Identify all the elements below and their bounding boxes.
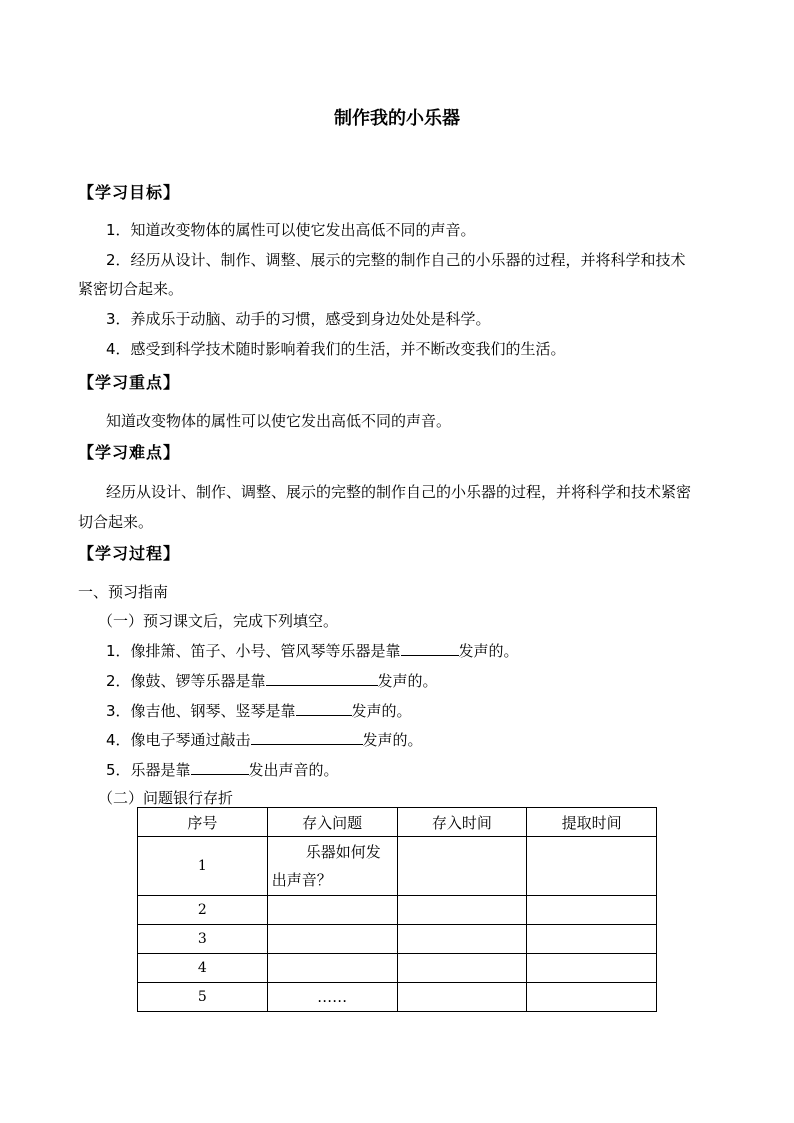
deposit-time-cell[interactable] (397, 954, 527, 983)
goal-item-4: 4．感受到科学技术随时影响着我们的生活，并不断改变我们的生活。 (106, 340, 566, 358)
fill-item-5-after: 发出声音的。 (248, 761, 339, 779)
deposit-time-cell[interactable] (397, 837, 527, 896)
withdraw-time-cell[interactable] (527, 983, 657, 1012)
table-row (138, 837, 657, 896)
deposit-time-cell[interactable] (397, 925, 527, 954)
fill-item-1 (106, 640, 519, 661)
process-heading: 【学习过程】 (78, 544, 181, 563)
withdraw-time-cell[interactable] (527, 837, 657, 896)
deposit-time-cell[interactable] (397, 896, 527, 925)
fill-item-1-before: 1．像排箫、笛子、小号、管风琴等乐器是靠 (106, 642, 401, 660)
row-number: 2 (138, 896, 268, 925)
row-number: 3 (138, 925, 268, 954)
fill-item-3-after: 发声的。 (351, 702, 412, 720)
difficulties-text-line2: 切合起来。 (78, 513, 154, 531)
table-row (138, 896, 657, 925)
row-number: 5 (138, 983, 268, 1012)
fill-item-5-before: 5．乐器是靠 (106, 761, 191, 779)
fill-blank-2[interactable] (266, 670, 378, 686)
header-question: 存入问题 (267, 808, 397, 837)
question-text-line1: 乐器如何发 (305, 843, 381, 861)
withdraw-time-cell[interactable] (527, 954, 657, 983)
fill-item-2-before: 2．像鼓、锣等乐器是靠 (106, 672, 266, 690)
difficulties-text-line1: 经历从设计、制作、调整、展示的完整的制作自己的小乐器的过程，并将科学和技术紧密 (106, 483, 692, 501)
fill-item-5 (106, 759, 339, 780)
fill-item-1-after: 发声的。 (458, 642, 519, 660)
preview-subsection-1: （一）预习课文后，完成下列填空。 (98, 612, 339, 630)
question-bank-table (137, 807, 657, 1012)
withdraw-time-cell[interactable] (527, 896, 657, 925)
question-bank-heading: （二）问题银行存折 (98, 789, 234, 807)
fill-item-2-after: 发声的。 (377, 672, 438, 690)
goals-heading: 【学习目标】 (78, 183, 181, 202)
key-points-text: 知道改变物体的属性可以使它发出高低不同的声音。 (106, 412, 452, 430)
table-header-row (138, 808, 657, 837)
question-cell[interactable] (267, 954, 397, 983)
fill-item-3-before: 3．像吉他、钢琴、竖琴是靠 (106, 702, 296, 720)
goal-item-2-continued: 紧密切合起来。 (78, 280, 184, 298)
fill-item-3 (106, 700, 412, 721)
key-points-heading: 【学习重点】 (78, 373, 181, 392)
question-cell[interactable] (267, 837, 397, 896)
fill-blank-4[interactable] (251, 729, 363, 745)
question-text-line2: 出声音？ (271, 871, 332, 889)
header-number: 序号 (138, 808, 268, 837)
goal-item-3: 3．养成乐于动脑、动手的习惯，感受到身边处处是科学。 (106, 310, 491, 328)
withdraw-time-cell[interactable] (527, 925, 657, 954)
row-number: 1 (138, 837, 268, 896)
table-row (138, 954, 657, 983)
question-cell[interactable] (267, 925, 397, 954)
fill-blank-1[interactable] (401, 640, 459, 656)
document-title: 制作我的小乐器 (334, 108, 460, 129)
row-number: 4 (138, 954, 268, 983)
header-withdraw-time: 提取时间 (527, 808, 657, 837)
fill-item-2 (106, 670, 438, 691)
goal-item-1: 1．知道改变物体的属性可以使它发出高低不同的声音。 (106, 221, 476, 239)
deposit-time-cell[interactable] (397, 983, 527, 1012)
preview-guide-heading: 一、预习指南 (78, 583, 169, 601)
table-row (138, 983, 657, 1012)
question-cell[interactable]: …… (267, 983, 397, 1012)
fill-blank-3[interactable] (296, 700, 352, 716)
table-row (138, 925, 657, 954)
difficulties-heading: 【学习难点】 (78, 443, 181, 462)
goal-item-2: 2．经历从设计、制作、调整、展示的完整的制作自己的小乐器的过程，并将科学和技术 (106, 251, 686, 269)
question-cell[interactable] (267, 896, 397, 925)
fill-blank-5[interactable] (191, 759, 249, 775)
fill-item-4-before: 4．像电子琴通过敲击 (106, 731, 251, 749)
fill-item-4 (106, 729, 423, 750)
fill-item-4-after: 发声的。 (362, 731, 423, 749)
header-deposit-time: 存入时间 (397, 808, 527, 837)
